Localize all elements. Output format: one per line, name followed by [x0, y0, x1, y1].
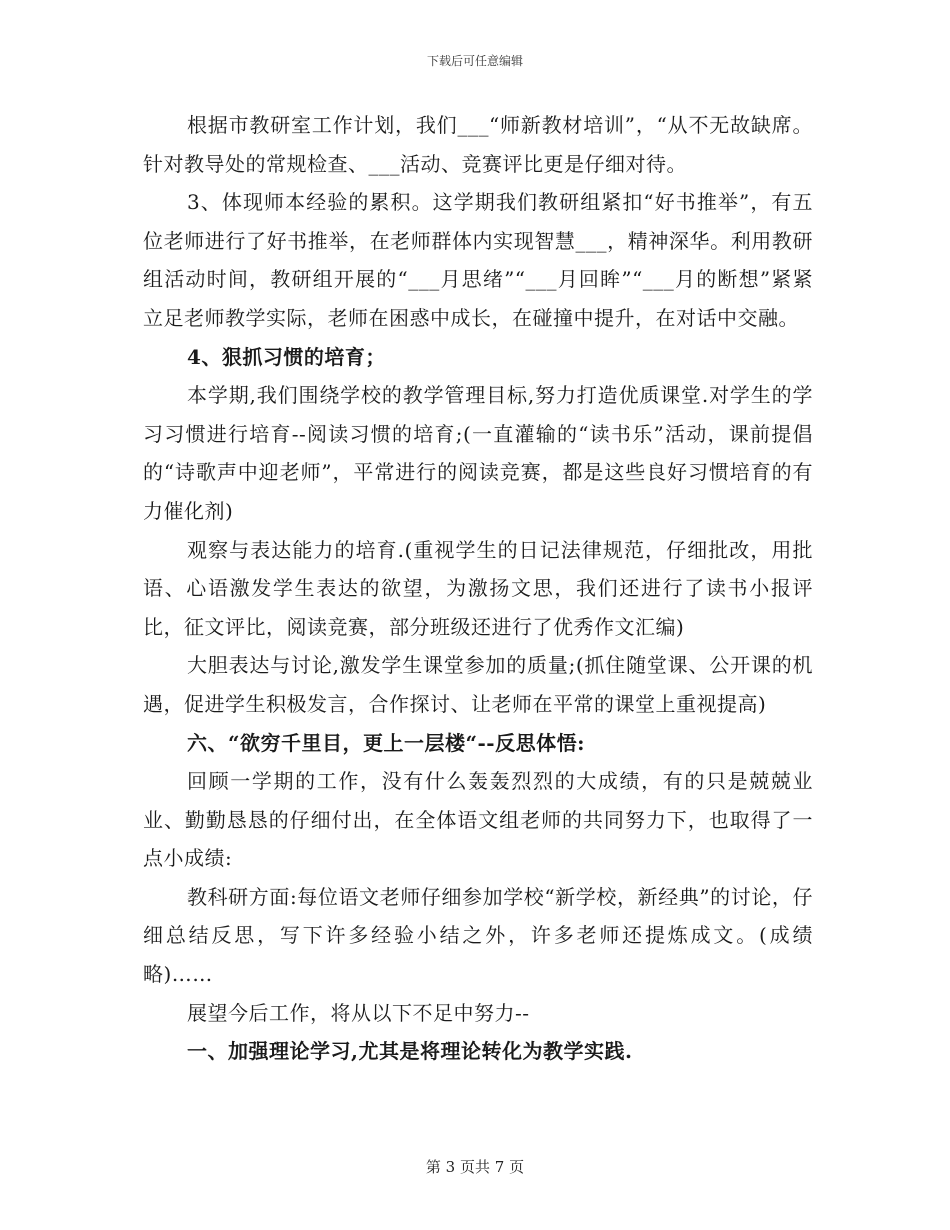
heading-reflection: 六、“欲穷千里目，更上一层楼“--反思体悟:	[187, 730, 585, 755]
paragraph-discussion: 大胆表达与讨论,激发学生课堂参加的质量;(抓住随堂课、公开课的机遇，促进学生积极发言，合作探讨、让老师在平常的课堂上重视提高)	[143, 653, 813, 716]
page-header: 下载后可任意编辑	[426, 54, 523, 68]
paragraph-research: 教科研方面:每位语文老师仔细参加学校“新学校，新经典”的讨论，仔细总结反思，写下许多经验小结之外，许多老师还提炼成文。(成绩略)……	[143, 884, 813, 987]
paragraph-training: 根据市教研室工作计划，我们___“师新教材培训”，“从不无故缺席。针对教导处的常规检查、___活动、竞赛评比更是仔细对待。	[143, 113, 813, 176]
paragraph-reading-habits: 本学期,我们围绕学校的教学管理目标,努力打造优质课堂.对学生的学习习惯进行培育--阅读习惯的培育;(一直灌输的“读书乐”活动，课前提倡的“诗歌声中迎老师”，平常进行的阅读竞赛，都是这些良好习惯培育的有力催化剂)	[143, 383, 813, 523]
heading-habits: 4、狠抓习惯的培育；	[187, 344, 386, 369]
paragraph-experience: 3、体现师本经验的累积。这学期我们教研组紧扣“好书推举”，有五位老师进行了好书推举，在老师群体内实现智慧___，精神深华。利用教研组活动时间，教研组开展的“___月思绪”“___月回眸”“___月的断想”紧紧立足老师教学实际，老师在困惑中成长，在碰撞中提升，在对话中交融。	[143, 190, 813, 330]
document-body	[143, 106, 813, 1071]
paragraph-review: 回顾一学期的工作，没有什么轰轰烈烈的大成绩，有的只是兢兢业业、勤勤恳恳的仔细付出，在全体语文组老师的共同努力下，也取得了一点小成绩:	[143, 769, 813, 871]
heading-theory: 一、加强理论学习,尤其是将理论转化为教学实践.	[187, 1039, 633, 1064]
paragraph-observation: 观察与表达能力的培育.(重视学生的日记法律规范，仔细批改，用批语、心语激发学生表达的欲望，为激扬文思，我们还进行了读书小报评比，征文评比，阅读竞赛，部分班级还进行了优秀作文汇编)	[143, 537, 813, 639]
page-footer: 第 3 页共 7 页	[425, 1158, 525, 1176]
paragraph-outlook: 展望今后工作，将从以下不足中努力--	[187, 1000, 530, 1025]
